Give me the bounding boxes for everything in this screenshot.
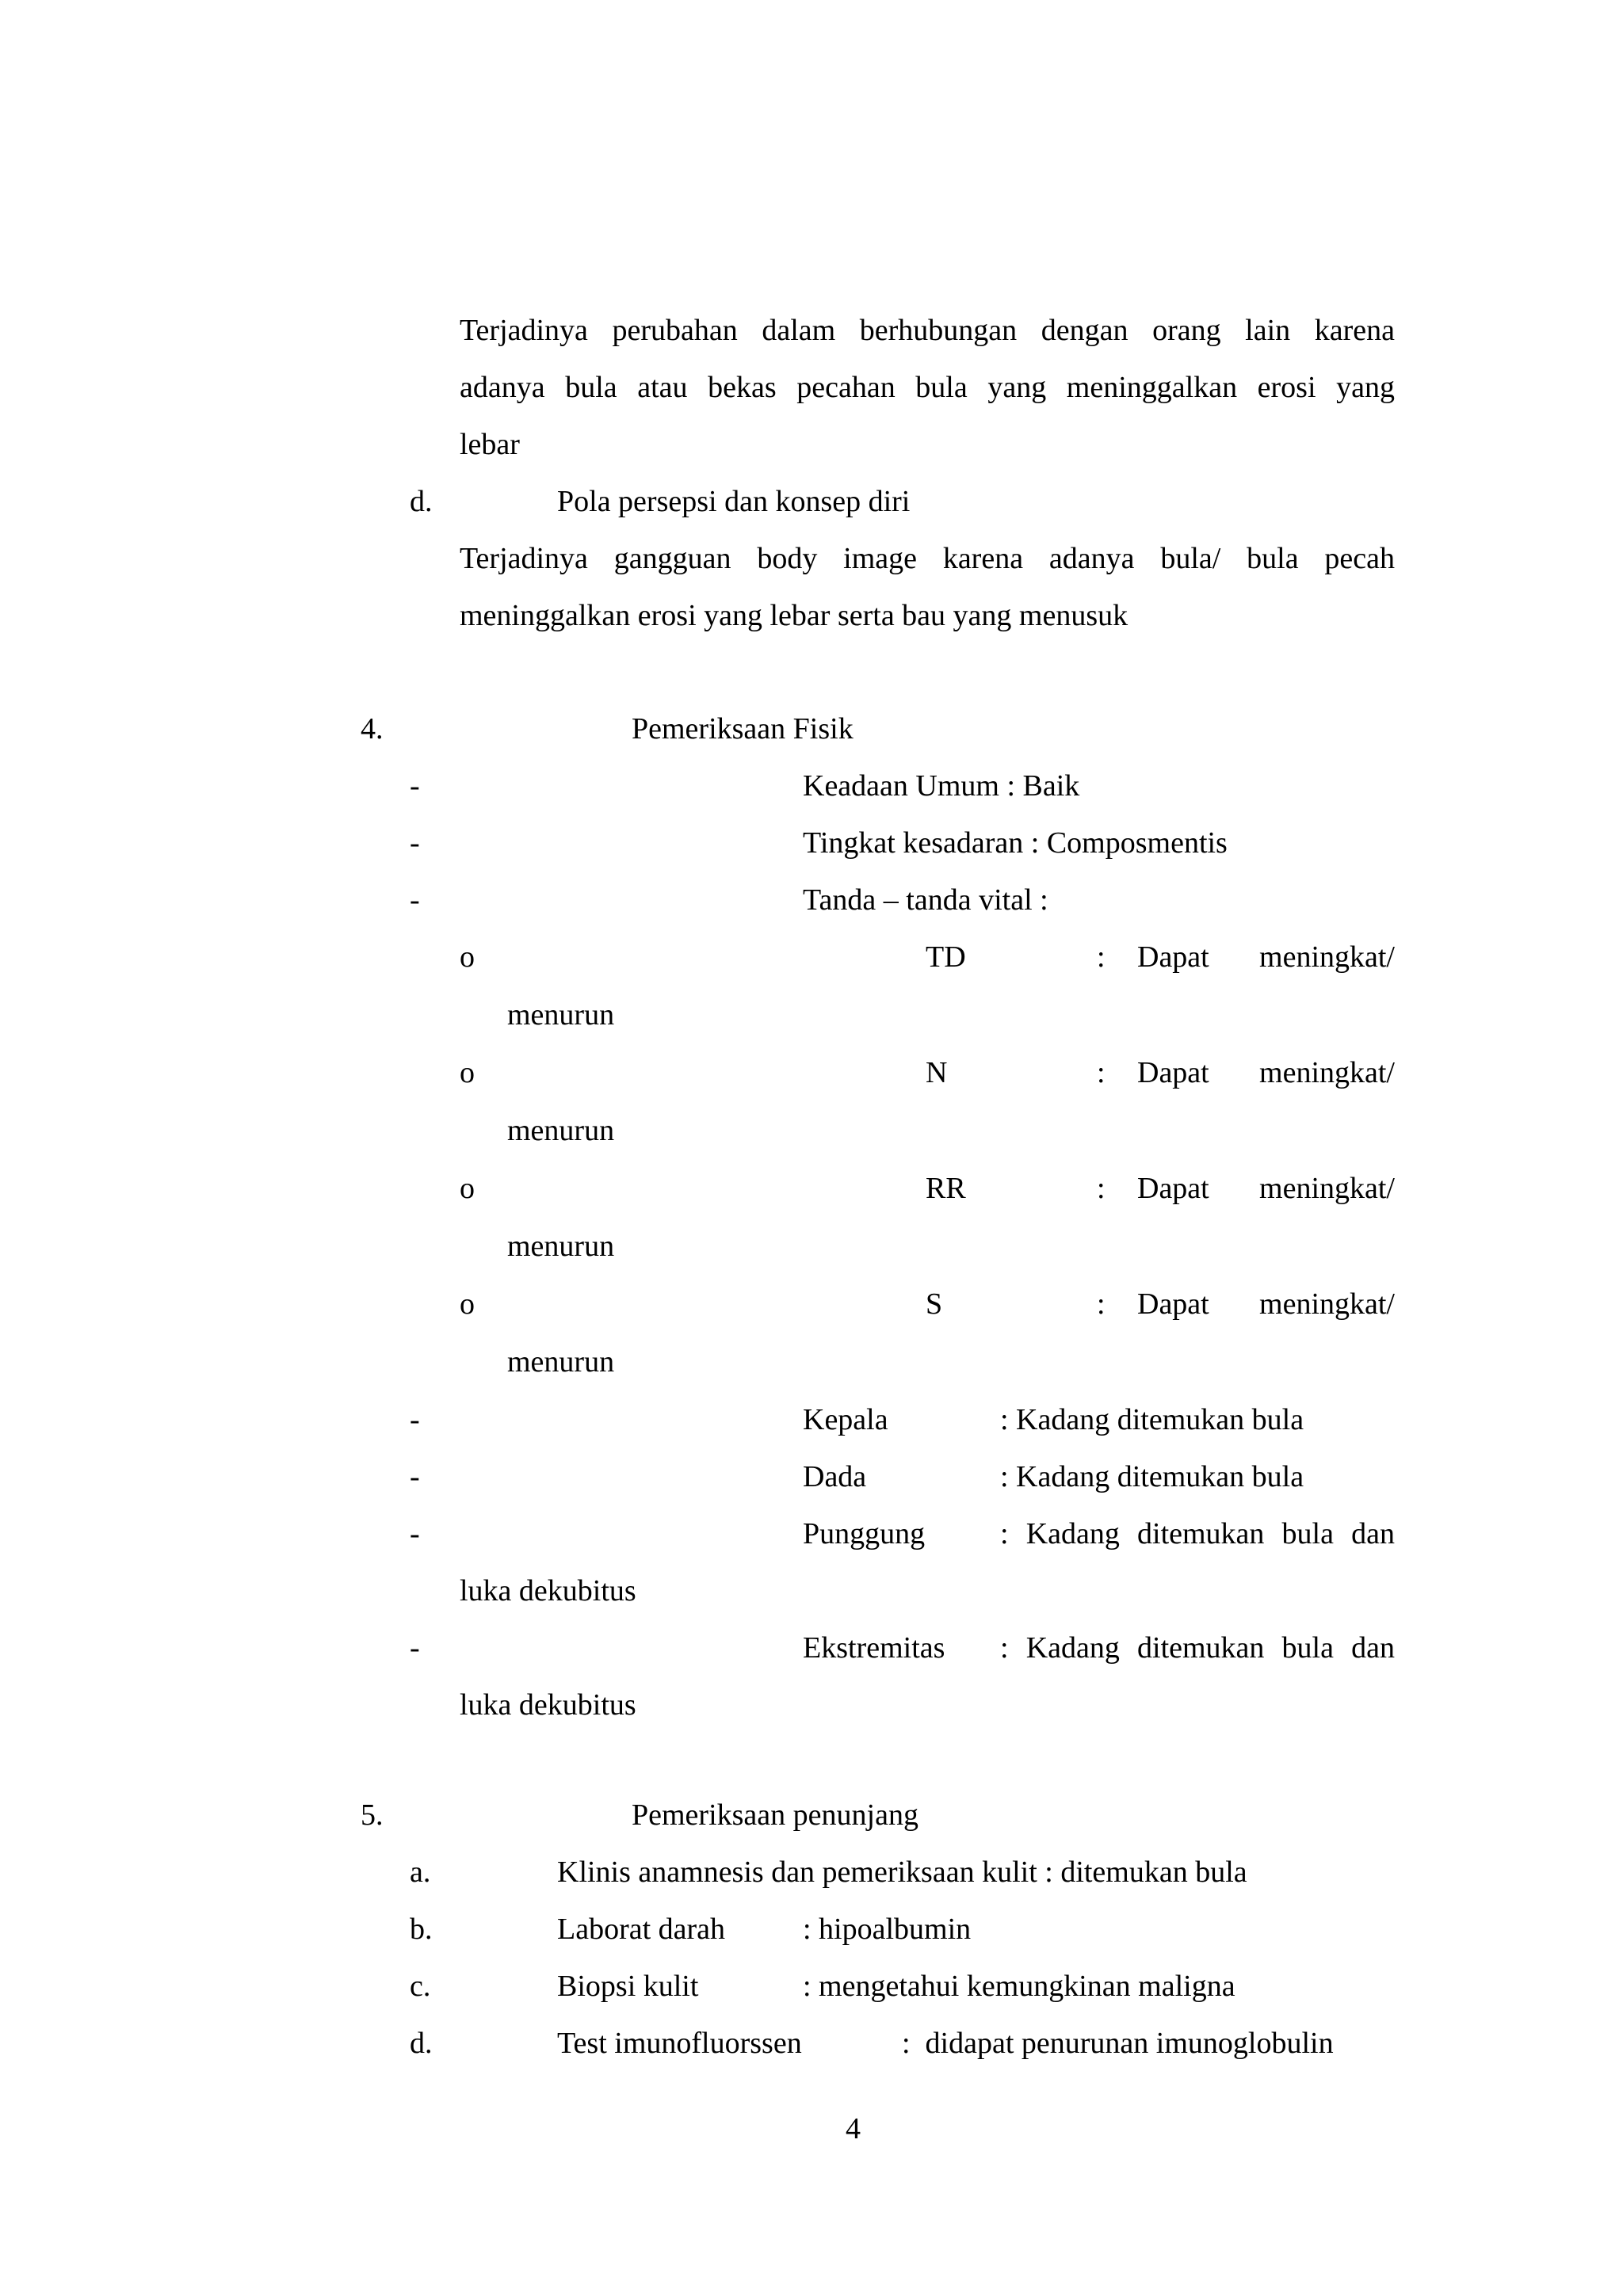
- list-marker: a.: [410, 1855, 431, 1889]
- section-number: 4.: [361, 712, 384, 746]
- dash-marker: -: [410, 883, 420, 917]
- dash-marker: -: [410, 1403, 420, 1436]
- support-exam-value: : hipoalbumin: [803, 1913, 972, 1946]
- bullet-marker: o: [460, 940, 475, 974]
- vital-colon: :: [1097, 1172, 1106, 1205]
- list-marker: c.: [410, 1970, 431, 2003]
- vital-value: Dapat meningkat/: [1137, 1172, 1395, 1205]
- support-exam-label: Laborat darah: [557, 1913, 726, 1946]
- vital-colon: :: [1097, 1056, 1106, 1089]
- vital-value-cont: menurun: [507, 1114, 615, 1147]
- vital-value: Dapat meningkat/: [1137, 940, 1395, 974]
- paragraph-line: meninggalkan erosi yang lebar serta bau yang menusuk: [460, 599, 1128, 632]
- vital-label: RR: [926, 1172, 966, 1205]
- body-part-label: Kepala: [803, 1403, 888, 1436]
- vital-label: N: [926, 1056, 948, 1089]
- vital-label: TD: [926, 940, 966, 974]
- vital-value: Dapat meningkat/: [1137, 1056, 1395, 1089]
- body-part-label: Ekstremitas: [803, 1631, 945, 1665]
- list-marker: d.: [410, 2027, 433, 2060]
- body-part-value: : Kadang ditemukan bula: [1000, 1460, 1304, 1493]
- body-part-value: : Kadang ditemukan bula dan: [1000, 1631, 1395, 1665]
- dash-marker: -: [410, 826, 420, 860]
- list-item-title: Pola persepsi dan konsep diri: [557, 485, 911, 518]
- body-part-value-cont: luka dekubitus: [460, 1688, 636, 1722]
- support-exam-label: Biopsi kulit: [557, 1970, 699, 2003]
- exam-general-item: Keadaan Umum : Baik: [803, 769, 1080, 803]
- support-exam-value: : mengetahui kemungkinan maligna: [803, 1970, 1235, 2003]
- support-exam-label: Test imunofluorssen: [557, 2027, 802, 2060]
- exam-general-item: Tingkat kesadaran : Composmentis: [803, 826, 1228, 860]
- bullet-marker: o: [460, 1056, 475, 1089]
- section-number: 5.: [361, 1798, 384, 1832]
- vital-label: S: [926, 1287, 943, 1321]
- paragraph-line: lebar: [460, 428, 520, 461]
- section-title: Pemeriksaan penunjang: [632, 1798, 918, 1832]
- bullet-marker: o: [460, 1287, 475, 1321]
- body-part-label: Punggung: [803, 1517, 926, 1550]
- paragraph-line: adanya bula atau bekas pecahan bula yang meninggalkan erosi yang: [460, 371, 1395, 404]
- vital-colon: :: [1097, 940, 1106, 974]
- paragraph-line: Terjadinya gangguan body image karena adanya bula/ bula pecah: [460, 542, 1395, 575]
- bullet-marker: o: [460, 1172, 475, 1205]
- vital-value: Dapat meningkat/: [1137, 1287, 1395, 1321]
- vital-value-cont: menurun: [507, 1345, 615, 1379]
- vital-value-cont: menurun: [507, 998, 615, 1032]
- dash-marker: -: [410, 769, 420, 803]
- dash-marker: -: [410, 1631, 420, 1665]
- page-number: 4: [846, 2112, 861, 2145]
- section-title: Pemeriksaan Fisik: [632, 712, 854, 746]
- dash-marker: -: [410, 1460, 420, 1493]
- body-part-value: : Kadang ditemukan bula dan: [1000, 1517, 1395, 1550]
- list-marker: b.: [410, 1913, 433, 1946]
- body-part-label: Dada: [803, 1460, 867, 1493]
- support-exam-label: Klinis anamnesis dan pemeriksaan kulit : ditemukan bula: [557, 1855, 1247, 1889]
- list-marker: d.: [410, 485, 433, 518]
- vital-value-cont: menurun: [507, 1230, 615, 1263]
- paragraph-line: Terjadinya perubahan dalam berhubungan dengan orang lain karena: [460, 314, 1395, 347]
- vital-colon: :: [1097, 1287, 1106, 1321]
- body-part-value-cont: luka dekubitus: [460, 1574, 636, 1608]
- dash-marker: -: [410, 1517, 420, 1550]
- exam-general-item: Tanda – tanda vital :: [803, 883, 1048, 917]
- support-exam-value: : didapat penurunan imunoglobulin: [902, 2027, 1334, 2060]
- body-part-value: : Kadang ditemukan bula: [1000, 1403, 1304, 1436]
